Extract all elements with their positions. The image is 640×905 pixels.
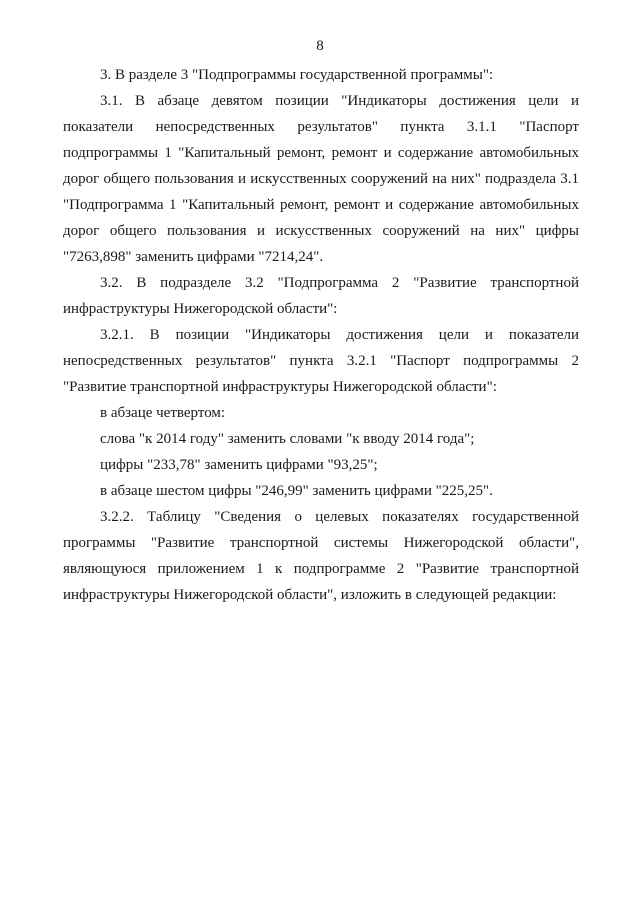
paragraph-words-replace: слова "к 2014 году" заменить словами "к вводу 2014 года";: [100, 431, 475, 447]
paragraph-fourth-abzats: в абзаце четвертом:: [100, 405, 226, 421]
paragraph-3-1: 3.1. В абзаце девятом позиции "Индикаторы достижения цели и показатели непосредственных результатов" пункта 3.1.1 "Паспорт подпрограммы 1 "Капитальный ремонт, ремонт и содержание автомобильных дорог общего пользования и искусственных сооружений на них" подраздела 3.1 "Подпрограмма 1 "Капитальный ремонт, ремонт и содержание автомобильных дорог общего пользования и искусственных сооружений на них" цифры "7263,898" заменить цифрами "7214,24".: [63, 93, 579, 265]
paragraph-numbers-replace: цифры "233,78" заменить цифрами "93,25";: [100, 457, 378, 473]
document-body: [63, 62, 579, 608]
paragraph-3-2: 3.2. В подразделе 3.2 "Подпрограмма 2 "Развитие транспортной инфраструктуры Нижегородской области":: [63, 275, 579, 317]
paragraph-sixth-abzats: в абзаце шестом цифры "246,99" заменить цифрами "225,25".: [100, 483, 493, 499]
section-3-heading: 3. В разделе 3 "Подпрограммы государственной программы":: [100, 67, 494, 83]
paragraph-3-2-1: 3.2.1. В позиции "Индикаторы достижения цели и показатели непосредственных результатов" пункта 3.2.1 "Паспорт подпрограммы 2 "Развитие транспортной инфраструктуры Нижегородской области":: [63, 327, 579, 395]
page-number: 8: [316, 38, 324, 54]
paragraph-3-2-2: 3.2.2. Таблицу "Сведения о целевых показателях государственной программы "Развитие транспортной системы Нижегородской области", являющуюся приложением 1 к подпрограмме 2 "Развитие транспортной инфраструктуры Нижегородской области", изложить в следующей редакции:: [63, 509, 579, 603]
